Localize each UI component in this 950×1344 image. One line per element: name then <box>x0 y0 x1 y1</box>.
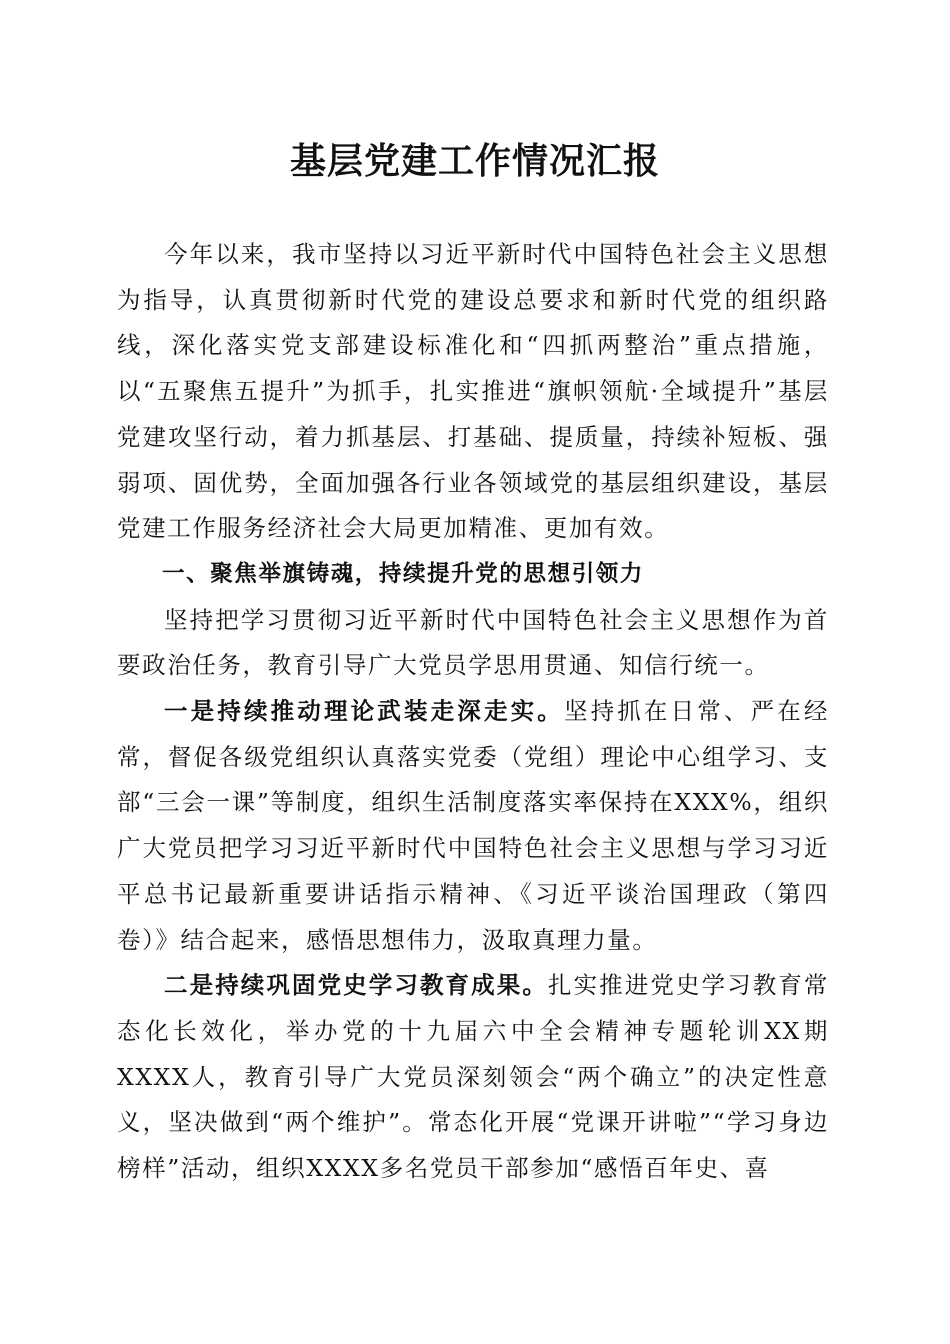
item-lead-2: 二是持续巩固党史学习教育成果。 <box>164 971 548 1000</box>
item-text-1: 坚持抓在日常、严在经常，督促各级党组织认真落实党委（党组）理论中心组学习、支部“三会一课”等制度，组织生活制度落实率保持在XXX%，组织广大党员把学习习近平新时代中国特色社会主义思想与学习习近平总书记最新重要讲话指示精神、《习近平谈治国理政（第四卷）》结合起来，感悟思想伟力，汲取真理力量。 <box>117 697 829 954</box>
item-lead-1: 一是持续推动理论武装走深走实。 <box>164 697 564 726</box>
item-paragraph-1 <box>117 689 829 963</box>
section-summary-paragraph: 坚持把学习贯彻习近平新时代中国特色社会主义思想作为首要政治任务，教育引导广大党员学思用贯通、知信行统一。 <box>117 605 829 680</box>
document-title: 基层党建工作情况汇报 <box>289 140 660 182</box>
item-text-2: 扎实推进党史学习教育常态化长效化，举办党的十九届六中全会精神专题轮训XX期XXXX人，教育引导广大党员深刻领会“两个确立”的决定性意义，坚决做到“两个维护”。常态化开展“党课开讲啦”“学习身边榜样”活动，组织XXXX多名党员干部参加“感悟百年史、喜 <box>117 971 829 1183</box>
document-body <box>117 232 829 1192</box>
section-heading: 一、聚焦举旗铸魂，持续提升党的思想引领力 <box>162 560 645 587</box>
item-paragraph-2 <box>117 963 829 1192</box>
intro-paragraph: 今年以来，我市坚持以习近平新时代中国特色社会主义思想为指导，认真贯彻新时代党的建设总要求和新时代党的组织路线，深化落实党支部建设标准化和“四抓两整治”重点措施，以“五聚焦五提升”为抓手，扎实推进“旗帜领航·全域提升”基层党建攻坚行动，着力抓基层、打基础、提质量，持续补短板、强弱项、固优势，全面加强各行业各领域党的基层组织建设，基层党建工作服务经济社会大局更加精准、更加有效。 <box>117 240 829 543</box>
